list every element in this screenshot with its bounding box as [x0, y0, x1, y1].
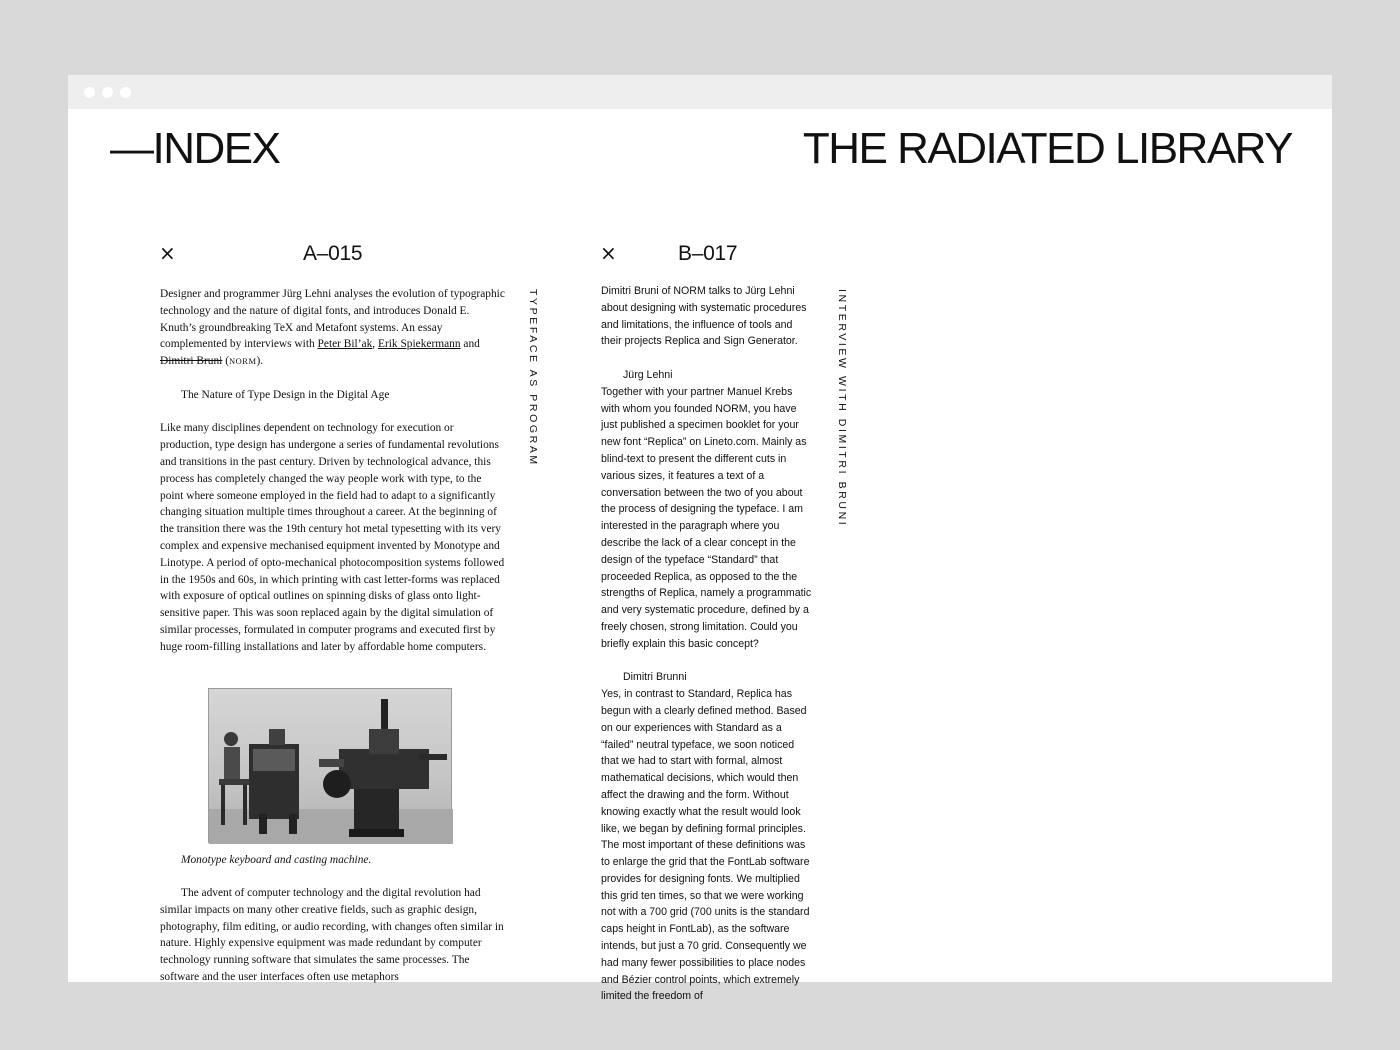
window-close-dot-icon[interactable]	[84, 87, 95, 98]
interview-question: Together with your partner Manuel Krebs with whom you founded NORM, you have just published a specimen booklet for your new font “Replica” on Lineto.com. Mainly as blind-text to present the different cuts in various sizes, it features a text of a conversation between the two of you about the process of designing the typeface. I am interested in the paragraph where you describe the lack of a clear concept in the design of the typeface “Standard” that proceeded Replica, as opposed to the the strengths of Replica, namely a programmatic and very systematic procedure, defined by a freely chosen, strong limitation. Could you briefly explain this basic concept?	[601, 385, 812, 650]
monotype-machine-illustration	[209, 689, 453, 844]
window-maximize-dot-icon[interactable]	[120, 87, 131, 98]
intro-text: ).	[256, 355, 264, 368]
intro-text: ,	[372, 338, 378, 351]
page-content	[68, 109, 1332, 1003]
panel-b-vertical-label: INTERVIEW WITH DIMITRI BRUNI	[836, 289, 848, 528]
link-erik-spiekermann[interactable]: Erik Spiekermann	[377, 338, 461, 351]
link-peter-bilak[interactable]: Peter Bil’ak	[317, 338, 373, 351]
panel-b-intro: Dimitri Bruni of NORM talks to Jürg Lehni about designing with systematic procedures and limitations, the influence of tools and their projects Replica and Sign Generator.	[601, 285, 807, 348]
interview-answer: Yes, in contrast to Standard, Replica has begun with a clearly defined method. Based on our experiences with Standard as a “failed” neutral typeface, we soon noticed that we had to start with formal, almost mathematical decisions, which would then affect the drawing and the form. Without knowing exactly what the result would look like, we began by defining formal principles. The most important of these definitions was to enlarge the grid that the FontLab software provides for designing fonts. We multiplied this grid ten times, so that we were working not with a 700 grid (700 units is the standard caps height in FontLab), as the software intends, but just a 70 grid. Consequently we had many fewer possibilities to place nodes and Bézier control points, which extremely limited the freedom of	[601, 688, 810, 1003]
intro-text: Designer and programmer Jürg Lehni analyses the evolution of typographic technology and the nature of digital fonts, and introduces Donald E. Knuth’s groundbreaking TeX and Metafont systems. An essay complemented by interviews with	[160, 288, 505, 351]
browser-window	[68, 75, 1332, 1003]
window-titlebar	[68, 75, 1332, 109]
panel-a-paragraph-2: The advent of computer technology and the digital revolution had similar impacts on many other creative fields, such as graphic design, photography, film editing, or audio recording, with changes often similar in nature. Highly expensive equipment was made redundant by computer technology running software that simulates the same processes. The software and the user interfaces often use metaphors	[160, 887, 504, 983]
figure-caption: Monotype keyboard and casting machine.	[181, 854, 372, 866]
intro-text: (	[222, 355, 229, 368]
speaker-name: Dimitri Brunni	[623, 671, 687, 684]
panel-a-subtitle: The Nature of Type Design in the Digital Age	[181, 388, 390, 401]
close-panel-b-icon[interactable]: ×	[600, 241, 617, 265]
struck-dimitri-bruni[interactable]: Dimitri Bruni	[160, 355, 223, 368]
panel-a-vertical-label: TYPEFACE AS PROGRAM	[527, 289, 539, 467]
site-title[interactable]: THE RADIATED LIBRARY	[802, 124, 1292, 173]
monotype-machine-image	[208, 688, 452, 843]
speaker-name: Jürg Lehni	[623, 368, 673, 381]
panel-a-text-continued	[160, 885, 505, 986]
window-minimize-dot-icon[interactable]	[102, 87, 113, 98]
panel-a-code: A–015	[303, 242, 363, 265]
close-panel-a-icon[interactable]: ×	[159, 241, 176, 265]
panel-a-paragraph: Like many disciplines dependent on technology for execution or production, type design has undergone a series of fundamental revolutions and transitions in the past century. Driven by technological advance, this process has completely changed the way people work with type, to the point where someone employed in the field had to adapt to a significantly changing situation multiple times throughout a career. At the beginning of the transition there was the 19th century hot metal typesetting with its very complex and expensive mechanised equipment invented by Monotype and Linotype. A period of opto-mechanical photocomposition systems followed in the 1950s and 60s, in which printing with cast letter-forms was replaced with exposure of optical outlines on spinning disks of glass onto light-sensitive paper. This was soon replaced again by the digital simulation of similar processes, formulated in computer programs and executed first by huge room-filling installations and later by affordable home computers.	[160, 422, 505, 653]
panel-a-intro	[160, 286, 505, 370]
panel-a-text	[160, 286, 505, 672]
index-link[interactable]: —INDEX	[110, 124, 280, 173]
intro-text: and	[460, 338, 480, 351]
panel-b-text	[601, 283, 813, 1022]
norm-smallcaps: NORM	[229, 356, 257, 367]
panel-b-code: B–017	[678, 242, 738, 265]
